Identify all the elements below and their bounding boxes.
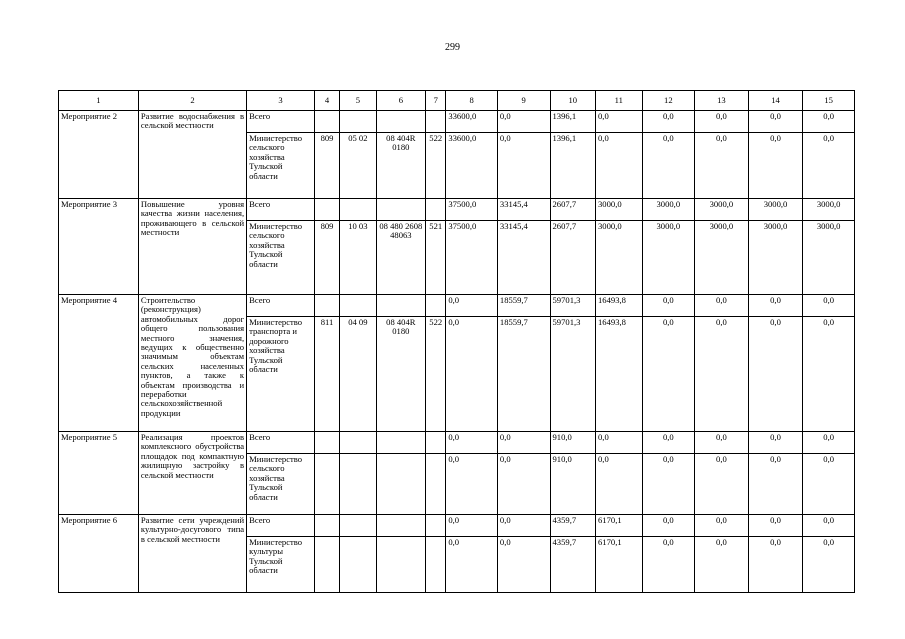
- value-cell: 0,0: [748, 454, 803, 515]
- value-cell: 6170,1: [596, 515, 643, 537]
- code-4-cell: 811: [314, 317, 339, 432]
- code-7-cell: [426, 432, 446, 454]
- value-cell: 3000,0: [642, 199, 695, 221]
- header-cell: 10: [550, 91, 596, 111]
- code-7-cell: 522: [426, 317, 446, 432]
- value-cell: 0,0: [446, 537, 498, 593]
- header-cell: 7: [426, 91, 446, 111]
- value-cell: 0,0: [748, 111, 803, 133]
- executor-cell: Всего: [247, 111, 315, 133]
- value-cell: 6170,1: [596, 537, 643, 593]
- code-7-cell: [426, 454, 446, 515]
- header-cell: 13: [695, 91, 749, 111]
- code-5-cell: [340, 295, 376, 317]
- value-cell: 3000,0: [642, 221, 695, 295]
- measure-description: Строительство (реконструкция) автомобильных дорог общего пользования местного значения, ведущих к общественно значимым объектам сельских населенных пунктов, а также к объектам производства и переработки сельскохозяйственной продукции: [138, 295, 246, 432]
- value-cell: 2607,7: [550, 199, 596, 221]
- value-cell: 0,0: [695, 515, 749, 537]
- code-6-cell: 08 480 2608 48063: [376, 221, 426, 295]
- measure-description: Реализация проектов комплексного обустройства площадок под компактную жилищную застройку в сельской местности: [138, 432, 246, 515]
- measure-name: Мероприятие 2: [59, 111, 139, 199]
- table-row: [59, 295, 855, 317]
- code-7-cell: 522: [426, 133, 446, 199]
- table-body: [59, 91, 855, 593]
- value-cell: 3000,0: [596, 199, 643, 221]
- value-cell: 0,0: [642, 515, 695, 537]
- value-cell: 0,0: [748, 432, 803, 454]
- code-4-cell: [314, 199, 339, 221]
- value-cell: 0,0: [803, 133, 855, 199]
- value-cell: 0,0: [748, 295, 803, 317]
- value-cell: 3000,0: [803, 199, 855, 221]
- code-4-cell: 809: [314, 133, 339, 199]
- value-cell: 37500,0: [446, 199, 498, 221]
- executor-cell: Министерство транспорта и дорожного хозяйства Тульской области: [247, 317, 315, 432]
- value-cell: 59701,3: [550, 317, 596, 432]
- code-4-cell: [314, 454, 339, 515]
- value-cell: 0,0: [642, 454, 695, 515]
- executor-cell: Министерство сельского хозяйства Тульской области: [247, 221, 315, 295]
- value-cell: 2607,7: [550, 221, 596, 295]
- value-cell: 0,0: [446, 317, 498, 432]
- code-4-cell: [314, 111, 339, 133]
- value-cell: 0,0: [446, 515, 498, 537]
- value-cell: 0,0: [497, 111, 550, 133]
- executor-cell: Всего: [247, 199, 315, 221]
- value-cell: 0,0: [642, 133, 695, 199]
- value-cell: 0,0: [803, 454, 855, 515]
- code-4-cell: 809: [314, 221, 339, 295]
- code-6-cell: [376, 515, 426, 537]
- code-5-cell: [340, 537, 376, 593]
- measure-description: Развитие сети учреждений культурно-досугового типа в сельской местности: [138, 515, 246, 593]
- table-row: [59, 515, 855, 537]
- value-cell: 33600,0: [446, 111, 498, 133]
- value-cell: 0,0: [596, 133, 643, 199]
- value-cell: 0,0: [748, 133, 803, 199]
- header-cell: 1: [59, 91, 139, 111]
- code-6-cell: [376, 199, 426, 221]
- value-cell: 1396,1: [550, 111, 596, 133]
- executor-cell: Министерство сельского хозяйства Тульской области: [247, 454, 315, 515]
- code-5-cell: [340, 454, 376, 515]
- value-cell: 0,0: [596, 432, 643, 454]
- value-cell: 0,0: [803, 295, 855, 317]
- value-cell: 16493,8: [596, 317, 643, 432]
- value-cell: 0,0: [596, 454, 643, 515]
- code-5-cell: [340, 111, 376, 133]
- value-cell: 0,0: [642, 111, 695, 133]
- value-cell: 0,0: [497, 133, 550, 199]
- value-cell: 0,0: [596, 111, 643, 133]
- value-cell: 0,0: [803, 537, 855, 593]
- value-cell: 0,0: [748, 515, 803, 537]
- measure-description: Развитие водоснабжения в сельской местности: [138, 111, 246, 199]
- value-cell: 0,0: [497, 454, 550, 515]
- value-cell: 3000,0: [695, 199, 749, 221]
- value-cell: 910,0: [550, 432, 596, 454]
- value-cell: 37500,0: [446, 221, 498, 295]
- table-row: [59, 199, 855, 221]
- value-cell: 33145,4: [497, 199, 550, 221]
- code-4-cell: [314, 295, 339, 317]
- code-5-cell: 05 02: [340, 133, 376, 199]
- value-cell: 0,0: [803, 111, 855, 133]
- code-6-cell: [376, 295, 426, 317]
- value-cell: 59701,3: [550, 295, 596, 317]
- header-cell: 4: [314, 91, 339, 111]
- code-6-cell: [376, 537, 426, 593]
- code-4-cell: [314, 537, 339, 593]
- value-cell: 0,0: [642, 295, 695, 317]
- value-cell: 0,0: [695, 454, 749, 515]
- header-cell: 8: [446, 91, 498, 111]
- value-cell: 0,0: [642, 537, 695, 593]
- code-6-cell: [376, 111, 426, 133]
- value-cell: 18559,7: [497, 295, 550, 317]
- code-5-cell: 10 03: [340, 221, 376, 295]
- value-cell: 0,0: [446, 432, 498, 454]
- value-cell: 0,0: [695, 432, 749, 454]
- value-cell: 16493,8: [596, 295, 643, 317]
- value-cell: 910,0: [550, 454, 596, 515]
- header-row: [59, 91, 855, 111]
- executor-cell: Всего: [247, 432, 315, 454]
- code-7-cell: [426, 111, 446, 133]
- value-cell: 3000,0: [596, 221, 643, 295]
- code-6-cell: 08 404R 0180: [376, 317, 426, 432]
- value-cell: 0,0: [748, 317, 803, 432]
- measure-name: Мероприятие 4: [59, 295, 139, 432]
- code-7-cell: [426, 295, 446, 317]
- header-cell: 14: [748, 91, 803, 111]
- value-cell: 0,0: [497, 515, 550, 537]
- value-cell: 0,0: [497, 537, 550, 593]
- header-cell: 15: [803, 91, 855, 111]
- measure-name: Мероприятие 3: [59, 199, 139, 295]
- value-cell: 0,0: [695, 133, 749, 199]
- header-cell: 12: [642, 91, 695, 111]
- value-cell: 0,0: [446, 454, 498, 515]
- table-row: [59, 111, 855, 133]
- value-cell: 1396,1: [550, 133, 596, 199]
- value-cell: 0,0: [803, 432, 855, 454]
- table-row: [59, 432, 855, 454]
- executor-cell: Министерство сельского хозяйства Тульской области: [247, 133, 315, 199]
- measure-name: Мероприятие 5: [59, 432, 139, 515]
- code-7-cell: [426, 199, 446, 221]
- code-4-cell: [314, 432, 339, 454]
- executor-cell: Всего: [247, 295, 315, 317]
- code-7-cell: [426, 537, 446, 593]
- measure-name: Мероприятие 6: [59, 515, 139, 593]
- header-cell: 6: [376, 91, 426, 111]
- code-5-cell: [340, 199, 376, 221]
- value-cell: 0,0: [748, 537, 803, 593]
- value-cell: 3000,0: [803, 221, 855, 295]
- value-cell: 0,0: [803, 317, 855, 432]
- value-cell: 0,0: [695, 295, 749, 317]
- budget-table: [58, 90, 855, 593]
- value-cell: 4359,7: [550, 515, 596, 537]
- value-cell: 0,0: [642, 317, 695, 432]
- code-6-cell: [376, 432, 426, 454]
- value-cell: 3000,0: [748, 221, 803, 295]
- code-5-cell: [340, 515, 376, 537]
- header-cell: 3: [247, 91, 315, 111]
- value-cell: 0,0: [803, 515, 855, 537]
- value-cell: 0,0: [642, 432, 695, 454]
- page-number: 299: [445, 42, 460, 53]
- value-cell: 33600,0: [446, 133, 498, 199]
- value-cell: 33145,4: [497, 221, 550, 295]
- value-cell: 0,0: [695, 111, 749, 133]
- value-cell: 0,0: [695, 537, 749, 593]
- code-4-cell: [314, 515, 339, 537]
- code-6-cell: [376, 454, 426, 515]
- code-5-cell: 04 09: [340, 317, 376, 432]
- measure-description: Повышение уровня качества жизни населения, проживающего в сельской местности: [138, 199, 246, 295]
- value-cell: 0,0: [497, 432, 550, 454]
- value-cell: 18559,7: [497, 317, 550, 432]
- header-cell: 2: [138, 91, 246, 111]
- code-5-cell: [340, 432, 376, 454]
- header-cell: 11: [596, 91, 643, 111]
- value-cell: 4359,7: [550, 537, 596, 593]
- header-cell: 5: [340, 91, 376, 111]
- executor-cell: Министерство культуры Тульской области: [247, 537, 315, 593]
- value-cell: 0,0: [446, 295, 498, 317]
- code-7-cell: [426, 515, 446, 537]
- executor-cell: Всего: [247, 515, 315, 537]
- value-cell: 0,0: [695, 317, 749, 432]
- code-6-cell: 08 404R 0180: [376, 133, 426, 199]
- code-7-cell: 521: [426, 221, 446, 295]
- value-cell: 3000,0: [748, 199, 803, 221]
- value-cell: 3000,0: [695, 221, 749, 295]
- header-cell: 9: [497, 91, 550, 111]
